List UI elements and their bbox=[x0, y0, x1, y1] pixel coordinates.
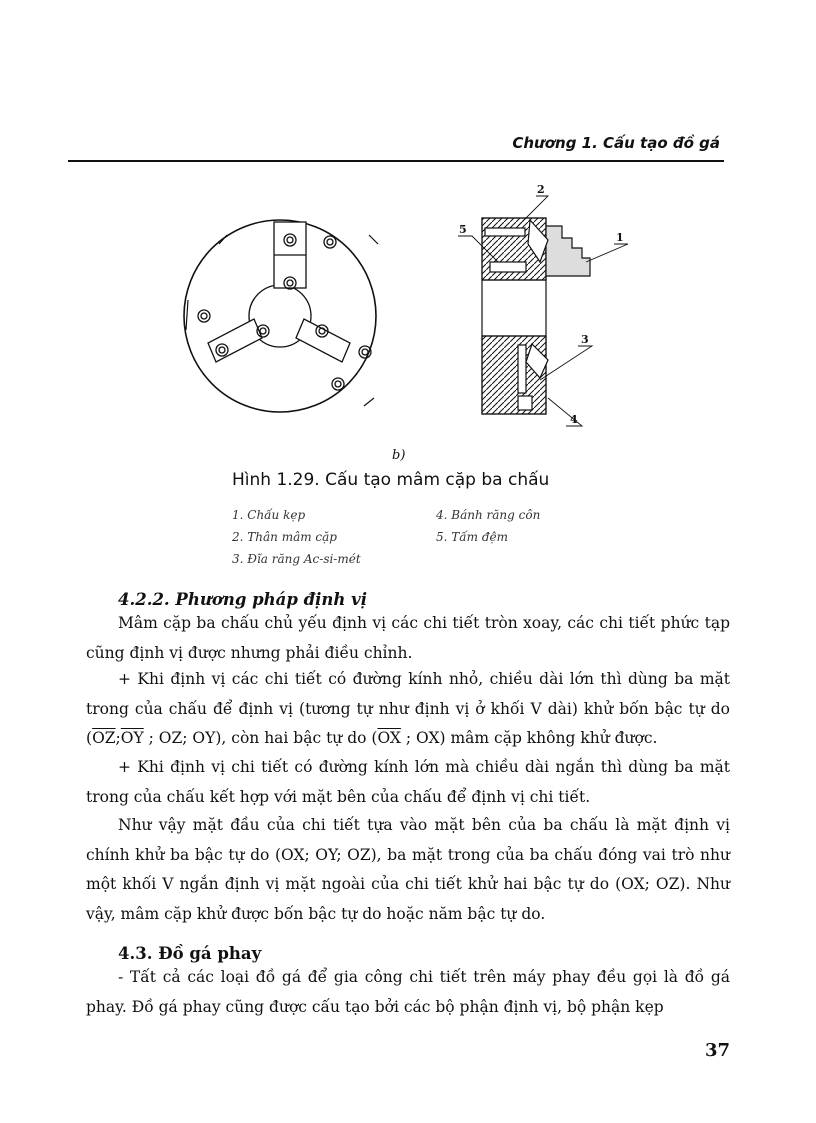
paragraph: Mâm cặp ba chấu chủ yếu định vị các chi tiết tròn xoay, các chi tiết phức tạp cũng định vị được nhưng phải điều chỉnh. bbox=[86, 614, 730, 662]
callout-4: 4 bbox=[570, 413, 578, 426]
legend-item: 2. Thân mâm cặp bbox=[232, 530, 337, 544]
figure-legend-left bbox=[232, 508, 361, 574]
text-run: ; OX) mâm cặp không khử được. bbox=[400, 729, 658, 747]
callout-2: 2 bbox=[537, 183, 545, 196]
section-heading-4-3: 4.3. Đồ gá phay bbox=[118, 944, 262, 963]
callout-5: 5 bbox=[459, 223, 467, 236]
section-heading-4-2-2: 4.2.2. Phương pháp định vị bbox=[118, 590, 368, 609]
overline-oz: $\overline{OZ}$ bbox=[92, 729, 116, 747]
text-run: ; OZ; OY), còn hai bậc tự do ( bbox=[143, 729, 378, 747]
legend-item: 3. Đĩa răng Ac-si-mét bbox=[232, 552, 361, 566]
header-rule bbox=[68, 160, 724, 162]
legend-item: 5. Tấm đệm bbox=[436, 530, 508, 544]
overline-ox: $\overline{OX}$ bbox=[377, 729, 401, 747]
paragraph: + Khi định vị chi tiết có đường kính lớn mà chiều dài ngắn thì dùng ba mặt trong của chấu kết hợp với mặt bên của chấu để định vị chi tiết. bbox=[86, 758, 730, 806]
legend-item: 4. Bánh răng côn bbox=[436, 508, 541, 522]
callout-3: 3 bbox=[581, 333, 589, 346]
paragraph-degrees-of-freedom bbox=[86, 665, 730, 754]
chuck-section-view bbox=[482, 218, 590, 414]
figure-caption: Hình 1.29. Cấu tạo mâm cặp ba chấu bbox=[232, 470, 550, 490]
text-run: + Khi định vị các chi tiết có đường kính nhỏ, chiều dài lớn thì dùng ba mặt trong của chấu để định vị (tương tự như định vị ở khối V dài) khử bốn bậc tự do ( bbox=[86, 670, 730, 747]
chuck-figure bbox=[0, 170, 816, 445]
figure-sub-label: b) bbox=[392, 448, 406, 463]
chapter-header: Chương 1. Cấu tạo đồ gá bbox=[512, 134, 720, 152]
chuck-front-view bbox=[184, 220, 378, 412]
text-run: ; bbox=[115, 729, 121, 747]
paragraph: - Tất cả các loại đồ gá để gia công chi tiết trên máy phay đều gọi là đồ gá phay. Đồ gá phay cũng được cấu tạo bởi các bộ phận định vị, bộ phận kẹp bbox=[86, 968, 730, 1016]
paragraph: Như vậy mặt đầu của chi tiết tựa vào mặt bên của ba chấu là mặt định vị chính khử ba bậc tự do (OX; OY; OZ), ba mặt trong của ba chấu đóng vai trò như một khối V ngắn định vị mặt ngoài của chi tiết khử hai bậc tự do (OX; OZ). Như vậy, mâm cặp khử được bốn bậc tự do hoặc năm bậc tự do. bbox=[86, 816, 730, 923]
figure-legend-right bbox=[436, 508, 540, 552]
overline-oy: $\overline{OY}$ bbox=[120, 729, 144, 747]
legend-item: 1. Chấu kẹp bbox=[232, 508, 306, 522]
callout-1: 1 bbox=[616, 231, 624, 244]
page-number: 37 bbox=[704, 1040, 730, 1061]
